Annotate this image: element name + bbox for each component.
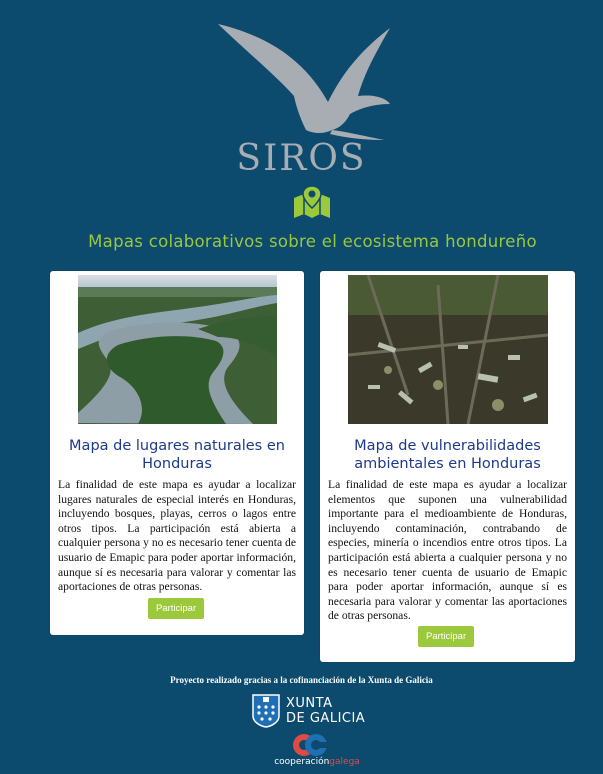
- footer-credits: Proyecto realizado gracias a la cofinanciación de la Xunta de Galicia: [170, 675, 433, 685]
- tagline: Mapas colaborativos sobre el ecosistema hondureño: [88, 232, 537, 251]
- card-environmental-vulnerabilities: [320, 271, 575, 662]
- pollution-photo: [348, 275, 548, 424]
- card-title: Mapa de vulnerabilidades ambientales en Honduras: [354, 438, 541, 472]
- river-photo: [78, 275, 277, 424]
- coop-text-accent: galega: [329, 757, 360, 767]
- cooperacion-logo-icon: [292, 733, 328, 757]
- bird-logo-icon: [214, 18, 394, 142]
- xunta-line1: XUNTA: [286, 696, 333, 711]
- xunta-line2: DE GALICIA: [286, 711, 366, 726]
- card-description: La finalidad de este mapa es ayudar a localizar elementos que suponen una vulnerabilidad importante para el medioambiente de Honduras, incluyendo contaminación, contrabando de especies, minería o incendios entre otros tipos. La participación está abierta a cualquier persona y no es necesario tener cuenta de usuario de Emapic para poder aportar información, aunque sí es necesaria para valorar y comentar las aportaciones de otras personas.: [328, 478, 567, 623]
- card-natural-places: [50, 271, 304, 635]
- card-title: Mapa de lugares naturales en Honduras: [69, 438, 285, 472]
- coop-text-main: cooperación: [274, 757, 330, 767]
- brand-name: SIROS: [236, 138, 367, 179]
- cooperacion-galega-logo: [262, 733, 372, 773]
- xunta-logo: [252, 694, 372, 732]
- card-description: La finalidad de este mapa es ayudar a localizar lugares naturales de especial interés en Honduras, incluyendo bosques, playas, cerros o lagos entre otros tipos. La participación está abierta a cualquier persona y no es necesario tener cuenta de usuario de Emapic para poder aportar información, aunque sí es necesaria para valorar y comentar las aportaciones de otras personas.: [58, 478, 296, 594]
- map-pin-icon: [292, 184, 332, 220]
- xunta-shield-icon: [252, 694, 280, 728]
- participate-button[interactable]: Participar: [148, 598, 204, 619]
- participate-button[interactable]: Participar: [418, 626, 474, 647]
